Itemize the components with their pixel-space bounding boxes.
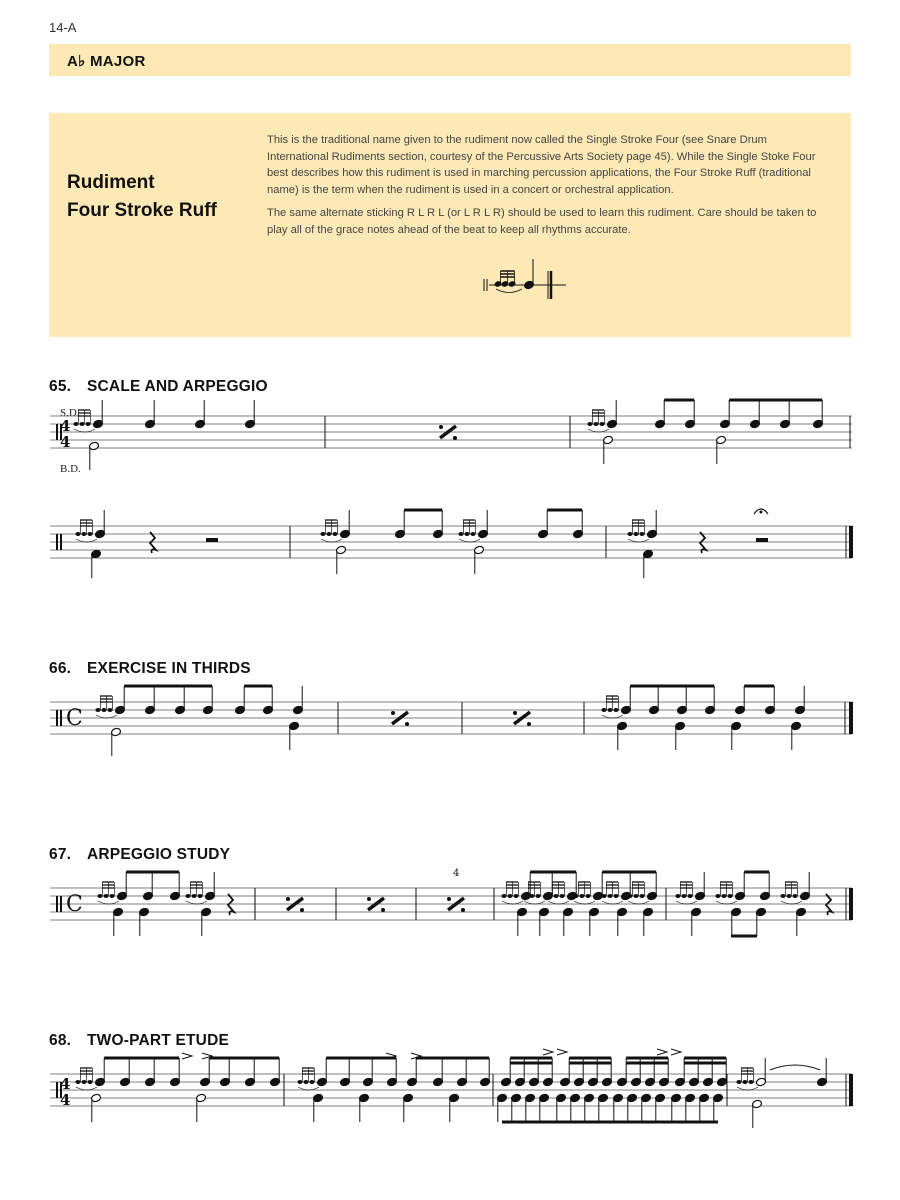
accent-mark [671, 1049, 681, 1055]
grace-note-head [613, 894, 618, 898]
exercise-65-title: SCALE AND ARPEGGIO [87, 378, 268, 395]
grace-note-head [601, 894, 606, 898]
slur [76, 1087, 97, 1090]
fermata-dot [760, 511, 763, 514]
grace-note-head [579, 894, 584, 898]
grace-note-head [297, 1080, 302, 1084]
grace-notes [601, 696, 623, 718]
measure-repeat-sign [286, 897, 304, 912]
grace-notes [297, 1068, 319, 1090]
grace-note-head [303, 1080, 308, 1084]
grace-notes [587, 410, 609, 432]
grace-note-head [780, 894, 785, 898]
slur [96, 715, 117, 718]
repeat-dot [391, 711, 395, 715]
grace-note-head [109, 894, 114, 898]
repeat-dot [286, 897, 290, 901]
repeat-dot [381, 908, 385, 912]
accent-mark [182, 1053, 192, 1059]
grace-note-head [601, 708, 606, 712]
grace-note-head [197, 894, 202, 898]
grace-note-head [599, 422, 604, 426]
slur [588, 429, 609, 432]
grace-note-head [675, 894, 680, 898]
repeat-dot [447, 897, 451, 901]
measure-repeat-sign [367, 897, 385, 912]
bass-drum-label: B.D. [60, 463, 81, 475]
grace-note-head [513, 894, 518, 898]
quarter-rest [700, 532, 706, 553]
percussion-clef [56, 1082, 58, 1098]
grace-note-head [639, 894, 644, 898]
repeat-dot [461, 908, 465, 912]
repeat-dot [405, 722, 409, 726]
staff-65-row2 [50, 526, 852, 558]
grace-note-head [607, 708, 612, 712]
half-rest [206, 538, 218, 542]
grace-notes [75, 520, 97, 542]
percussion-clef [56, 896, 58, 912]
grace-note-head [607, 894, 612, 898]
slur [76, 539, 97, 542]
grace-note-head [191, 894, 196, 898]
exercise-65-number: 65. [49, 378, 72, 395]
grace-note-head [320, 532, 325, 536]
grace-note-head [458, 532, 463, 536]
accent-mark [557, 1049, 567, 1055]
slur [524, 901, 545, 904]
repeat-dot [300, 908, 304, 912]
grace-note-head [87, 532, 92, 536]
time-signature-common: C [66, 706, 83, 731]
slur [628, 901, 649, 904]
grace-notes [780, 882, 802, 904]
grace-note-head [627, 894, 632, 898]
grace-note-head [523, 894, 528, 898]
grace-note-head [81, 532, 86, 536]
grace-note-head [535, 894, 540, 898]
grace-note-head [75, 532, 80, 536]
grace-note-head [721, 894, 726, 898]
time-signature-top: 4 [60, 1075, 71, 1093]
grace-note-head [633, 894, 638, 898]
slur [602, 715, 623, 718]
grace-note-head [633, 532, 638, 536]
quarter-rest [228, 894, 234, 915]
repeat-dot [513, 711, 517, 715]
grace-note-head [501, 894, 506, 898]
exercise-66-number: 66. [49, 660, 72, 677]
grace-notes [601, 882, 623, 904]
slur [548, 901, 569, 904]
key-title: A♭ MAJOR [67, 53, 146, 70]
grace-notes [185, 882, 207, 904]
grace-note-head [573, 894, 578, 898]
slur [74, 429, 95, 432]
slur [459, 539, 480, 542]
grace-note-head [587, 422, 592, 426]
rudiment-paragraph-1: This is the traditional name given to the rudiment now called the Single Stroke Four (see Snare Drum International Rudiments section, courtesy of the Percussive Arts Society page 45). While the Single Stoke Four best describes how this rudiment is used in marching percussion applications, the Four Stroke Ruff (traditional name) is the term when the rudiment is used in a concert or orchestral application. [267, 134, 816, 196]
grace-note-head [85, 422, 90, 426]
grace-note-head [97, 894, 102, 898]
rudiment-title-line1: Rudiment [67, 172, 155, 193]
grace-notes [95, 696, 117, 718]
time-signature-common: C [66, 892, 83, 917]
grace-note-head [309, 1080, 314, 1084]
percussion-clef [56, 534, 58, 550]
grace-note-head [727, 894, 732, 898]
grace-note-head [585, 894, 590, 898]
grace-note-head [332, 532, 337, 536]
measure-repeat-sign [439, 425, 457, 440]
grace-note-head [101, 708, 106, 712]
page-label: 14-A [49, 20, 77, 35]
percussion-clef [56, 710, 58, 726]
quarter-rest [826, 894, 832, 915]
grace-note-head [613, 708, 618, 712]
time-signature-bottom: 4 [60, 1091, 71, 1109]
grace-note-head [742, 1080, 747, 1084]
grace-note-head [559, 894, 564, 898]
grace-note-head [464, 532, 469, 536]
grace-note-head [470, 532, 475, 536]
grace-note-head [553, 894, 558, 898]
grace-note-head [792, 894, 797, 898]
grace-note-head [687, 894, 692, 898]
grace-note-head [593, 422, 598, 426]
repeat-dot [367, 897, 371, 901]
snare-drum-label: S.D. [60, 407, 80, 419]
repeat-dot [439, 425, 443, 429]
grace-note-head [639, 532, 644, 536]
exercise-68-number: 68. [49, 1032, 72, 1049]
grace-note-head [326, 532, 331, 536]
grace-note-head [81, 1080, 86, 1084]
slur [676, 901, 697, 904]
percussion-clef [60, 534, 62, 550]
slur [298, 1087, 319, 1090]
grace-notes [715, 882, 737, 904]
percussion-clef [60, 896, 62, 912]
repeat-dot [527, 722, 531, 726]
grace-note-head [103, 894, 108, 898]
grace-notes [501, 882, 523, 904]
grace-note-head [529, 894, 534, 898]
grace-note-head [79, 422, 84, 426]
grace-note-head [681, 894, 686, 898]
grace-notes [458, 520, 480, 542]
time-signature-top: 4 [60, 417, 71, 435]
slur [574, 901, 595, 904]
slur [781, 901, 802, 904]
time-signature-bottom: 4 [60, 433, 71, 451]
slur [502, 901, 523, 904]
grace-note-head [715, 894, 720, 898]
rudiment-title-line2: Four Stroke Ruff [67, 200, 217, 221]
grace-note-head [75, 1080, 80, 1084]
grace-note-head [736, 1080, 741, 1084]
tie [770, 1065, 820, 1070]
grace-note-head [95, 708, 100, 712]
grace-notes [320, 520, 342, 542]
slur [186, 901, 207, 904]
grace-notes [675, 882, 697, 904]
grace-note-head [786, 894, 791, 898]
slur [602, 901, 623, 904]
grace-note-head [547, 894, 552, 898]
grace-note-head [507, 894, 512, 898]
measure-repeat-sign [513, 711, 531, 726]
slur [98, 901, 119, 904]
grace-notes [75, 1068, 97, 1090]
half-rest [756, 538, 768, 542]
grace-notes [736, 1068, 758, 1090]
exercise-67-number: 67. [49, 846, 72, 863]
slur [737, 1087, 758, 1090]
measure-number: 4 [453, 868, 460, 879]
grace-note-head [627, 532, 632, 536]
percussion-clef [56, 424, 58, 440]
grace-note-head [748, 1080, 753, 1084]
quarter-rest [150, 532, 156, 553]
slur [628, 539, 649, 542]
grace-notes [627, 520, 649, 542]
grace-notes [97, 882, 119, 904]
accent-mark [657, 1049, 667, 1055]
measure-repeat-sign [447, 897, 465, 912]
exercise-68-title: TWO-PART ETUDE [87, 1032, 229, 1049]
repeat-dot [453, 436, 457, 440]
grace-note-head [73, 422, 78, 426]
grace-note-head [185, 894, 190, 898]
rudiment-paragraph-2: The same alternate sticking R L R L (or L R L R) should be used to learn this rudiment. Care should be taken to play all of the grace notes ahead of the beat to keep all rhythms accurate. [267, 207, 817, 236]
slur [716, 901, 737, 904]
measure-repeat-sign [391, 711, 409, 726]
exercise-66-title: EXERCISE IN THIRDS [87, 660, 251, 677]
grace-notes [73, 410, 95, 432]
grace-note-head [107, 708, 112, 712]
slur [321, 539, 342, 542]
exercise-67-title: ARPEGGIO STUDY [87, 846, 231, 863]
percussion-clef [60, 710, 62, 726]
grace-note-head [87, 1080, 92, 1084]
accent-mark [543, 1049, 553, 1055]
staff-65-row1 [50, 416, 852, 448]
